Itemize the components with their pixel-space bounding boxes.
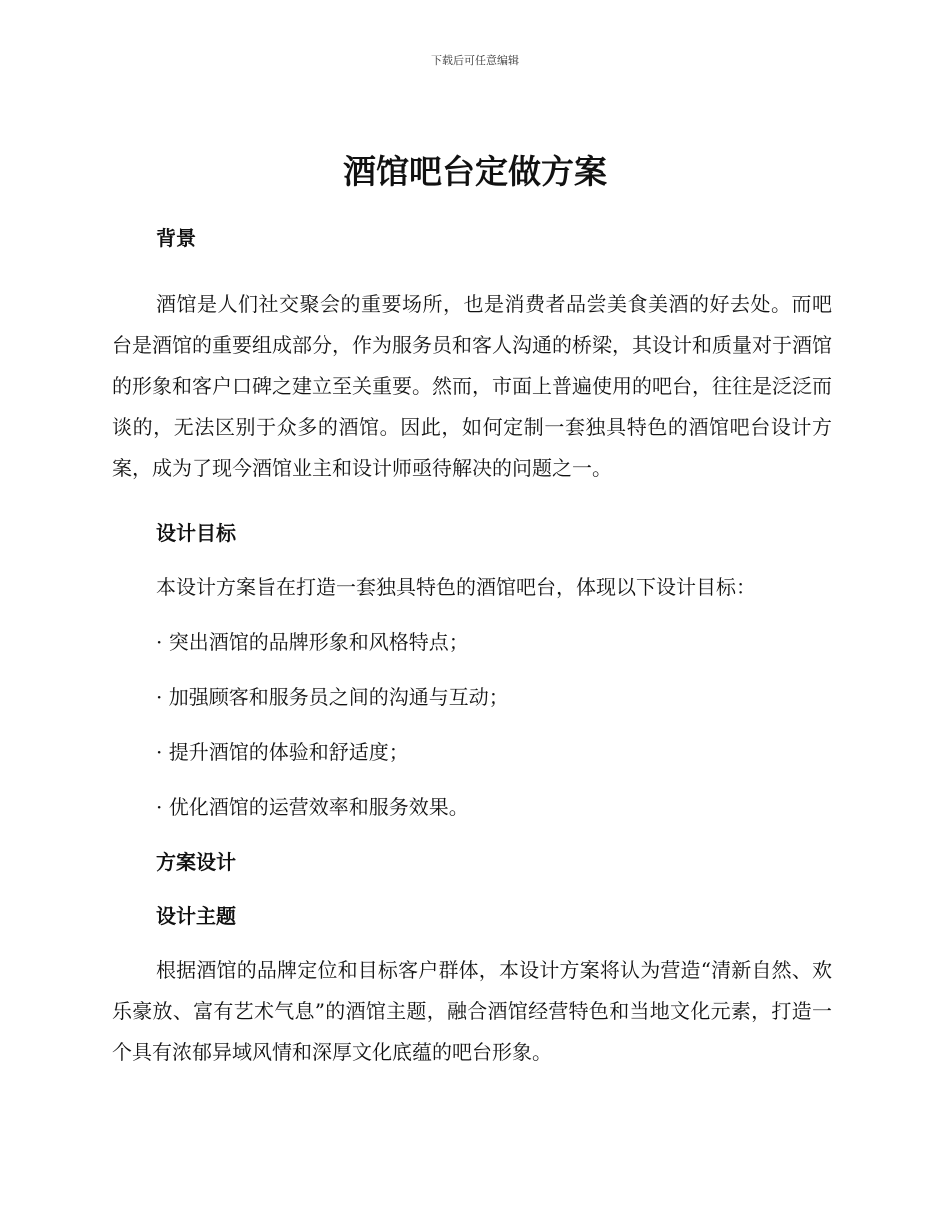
goal-item: · 提升酒馆的体验和舒适度； bbox=[156, 740, 409, 764]
section-heading-plan: 方案设计 bbox=[156, 850, 236, 874]
goal-item: · 突出酒馆的品牌形象和风格特点； bbox=[156, 630, 469, 654]
section-heading-goals: 设计目标 bbox=[156, 521, 236, 545]
document-body bbox=[112, 200, 832, 1073]
theme-paragraph: 根据酒馆的品牌定位和目标客户群体，本设计方案将认为营造“清新自然、欢乐豪放、富有艺术气息”的酒馆主题，融合酒馆经营特色和当地文化元素，打造一个具有浓郁异域风情和深厚文化底蕴的吧台形象。 bbox=[112, 958, 832, 1064]
page-header-note: 下载后可任意编辑 bbox=[431, 54, 519, 67]
background-paragraph: 酒馆是人们社交聚会的重要场所，也是消费者品尝美食美酒的好去处。而吧台是酒馆的重要组成部分，作为服务员和客人沟通的桥梁，其设计和质量对于酒馆的形象和客户口碑之建立至关重要。然而，市面上普遍使用的吧台，往往是泛泛而谈的，无法区别于众多的酒馆。因此，如何定制一套独具特色的酒馆吧台设计方案，成为了现今酒馆业主和设计师亟待解决的问题之一。 bbox=[112, 292, 832, 480]
section-heading-background: 背景 bbox=[156, 226, 196, 250]
document-title: 酒馆吧台定做方案 bbox=[343, 152, 607, 191]
goal-item: · 优化酒馆的运营效率和服务效果。 bbox=[156, 795, 469, 819]
goal-item: · 加强顾客和服务员之间的沟通与互动； bbox=[156, 685, 509, 709]
section-heading-theme: 设计主题 bbox=[156, 904, 236, 928]
goals-intro-paragraph: 本设计方案旨在打造一套独具特色的酒馆吧台，体现以下设计目标： bbox=[156, 575, 756, 599]
